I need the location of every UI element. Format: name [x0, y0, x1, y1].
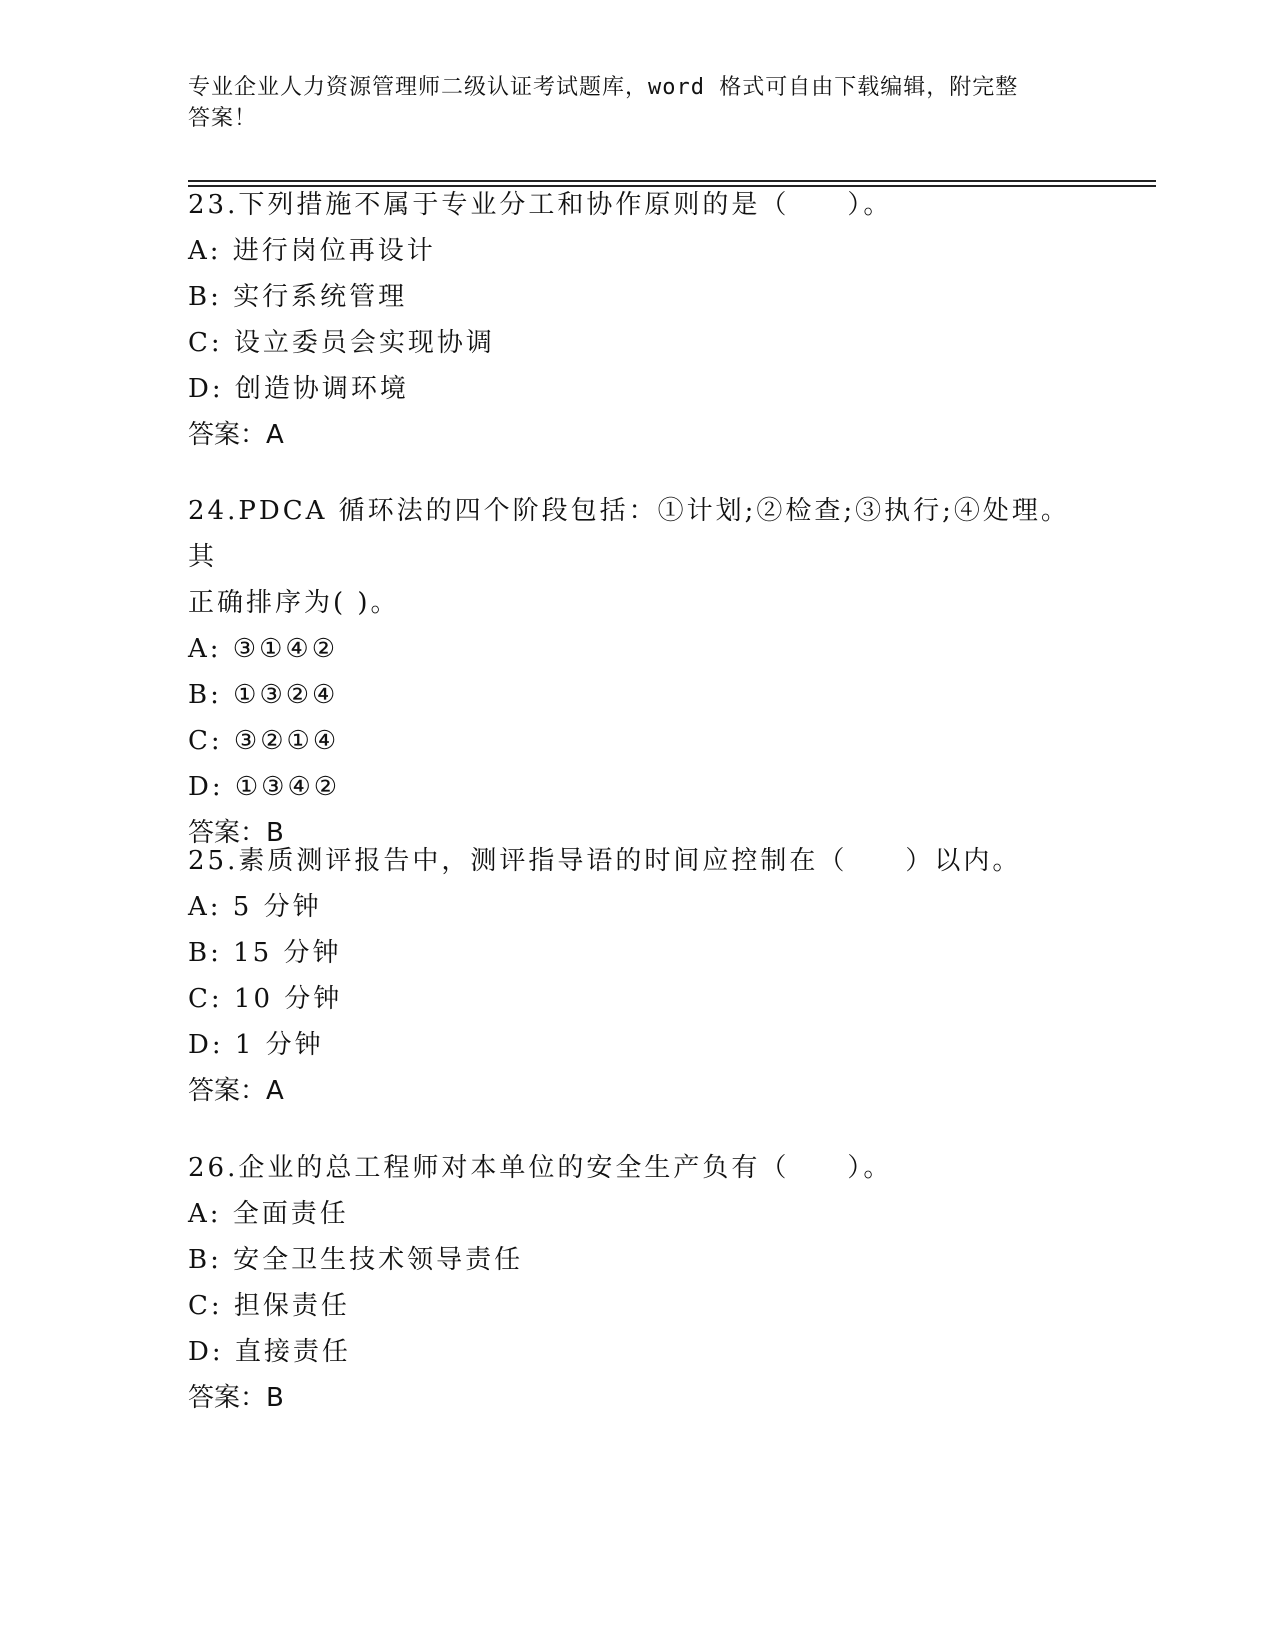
- question-text: 26.企业的总工程师对本单位的安全生产负有（ ）。: [188, 1153, 893, 1183]
- question-text-line-1: 24.PDCA 循环法的四个阶段包括：①计划;②检查;③执行;④处理。其: [188, 496, 1070, 572]
- question-text: 25.素质测评报告中，测评指导语的时间应控制在（ ）以内。: [188, 846, 1022, 876]
- question-text: 23.下列措施不属于专业分工和协作原则的是（ ）。: [188, 190, 893, 220]
- option-c: C: ③②①④: [188, 726, 340, 756]
- question-25: [188, 838, 1088, 1114]
- option-d: D: 创造协调环境: [188, 374, 409, 404]
- question-26: [188, 1145, 1088, 1421]
- option-c: C: 担保责任: [188, 1291, 350, 1321]
- option-c: C: 10 分钟: [188, 984, 343, 1014]
- answer: 答案：A: [188, 1076, 284, 1106]
- option-c: C: 设立委员会实现协调: [188, 328, 495, 358]
- option-b: B: 实行系统管理: [188, 282, 408, 312]
- option-d: D: 直接责任: [188, 1337, 351, 1367]
- document-header: [188, 72, 1068, 134]
- option-d: D: 1 分钟: [188, 1030, 324, 1060]
- question-24: [188, 488, 1088, 856]
- header-line-2: 答案！: [188, 106, 258, 131]
- option-a: A: 5 分钟: [188, 892, 322, 922]
- option-a: A: 进行岗位再设计: [188, 236, 436, 266]
- option-a: A: 全面责任: [188, 1199, 349, 1229]
- answer: 答案：B: [188, 818, 284, 848]
- header-line-1: 专业企业人力资源管理师二级认证考试题库，word 格式可自由下载编辑，附完整: [188, 75, 1019, 100]
- question-23: [188, 182, 1088, 458]
- option-b: B: ①③②④: [188, 680, 339, 710]
- option-a: A: ③①④②: [188, 634, 339, 664]
- question-text-line-2: 正确排序为( )。: [188, 588, 400, 618]
- option-b: B: 15 分钟: [188, 938, 342, 968]
- answer: 答案：A: [188, 420, 284, 450]
- option-b: B: 安全卫生技术领导责任: [188, 1245, 524, 1275]
- answer: 答案：B: [188, 1383, 284, 1413]
- option-d: D: ①③④②: [188, 772, 341, 802]
